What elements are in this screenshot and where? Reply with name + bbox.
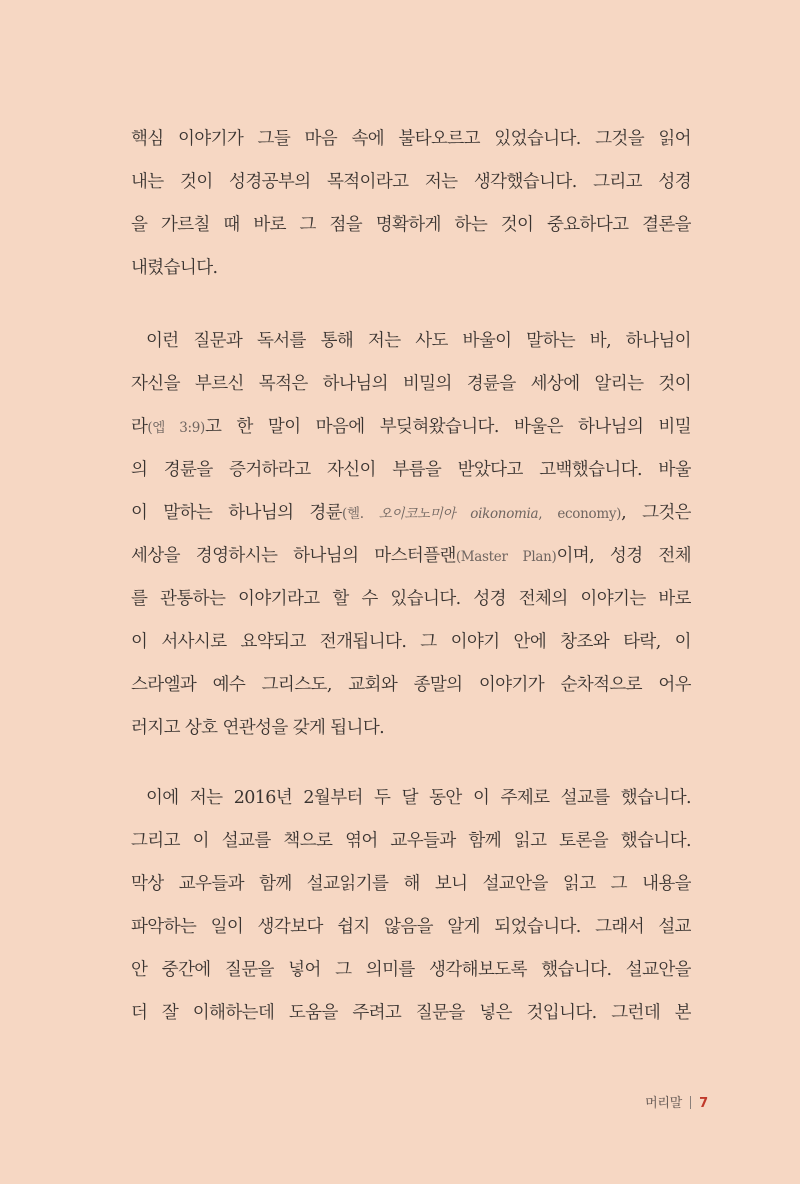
paragraph-3: [131, 777, 691, 1035]
text-line: 내렸습니다.: [131, 258, 218, 278]
text-line: 핵심 이야기가 그들 마음 속에 불타오르고 있었습니다. 그것을 읽어: [131, 129, 691, 149]
section-title: 머리말: [645, 1096, 683, 1111]
text-line: [131, 406, 691, 449]
text-span: 세상을 경영하시는 하나님의 마스터플랜: [131, 546, 456, 566]
body-text: [131, 118, 691, 1035]
text-line: 그리고 이 설교를 책으로 엮어 교우들과 함께 읽고 토론을 했습니다.: [131, 831, 691, 851]
text-line: 이 서사시로 요약되고 전개됩니다. 그 이야기 안에 창조와 타락, 이: [131, 632, 691, 652]
text-line: 더 잘 이해하는데 도움을 주려고 질문을 넣은 것입니다. 그런데 본: [131, 1003, 691, 1023]
greek-term-note: [342, 506, 621, 522]
text-line: 스라엘과 예수 그리스도, 교회와 종말의 이야기가 순차적으로 어우: [131, 675, 691, 695]
text-line: 를 관통하는 이야기라고 할 수 있습니다. 성경 전체의 이야기는 바로: [131, 589, 691, 609]
english-term-note: (Master Plan): [455, 549, 557, 565]
text-line: 이에 저는 2016년 2월부터 두 달 동안 이 주제로 설교를 했습니다.: [146, 788, 691, 808]
paragraph-2: [131, 320, 691, 750]
text-span: 이 말하는 하나님의 경륜: [131, 503, 343, 523]
text-line: 자신을 부르신 목적은 하나님의 비밀의 경륜을 세상에 알리는 것이: [131, 374, 691, 394]
text-span: , 그것은: [621, 503, 691, 523]
text-line: 내는 것이 성경공부의 목적이라고 저는 생각했습니다. 그리고 성경: [131, 172, 691, 192]
text-line: [131, 535, 691, 578]
note-suffix: , economy): [538, 506, 622, 522]
text-line: 이런 질문과 독서를 통해 저는 사도 바울이 말하는 바, 하나님이: [146, 331, 691, 351]
text-line: 막상 교우들과 함께 설교읽기를 해 보니 설교안을 읽고 그 내용을: [131, 874, 691, 894]
note-prefix: (헬.: [342, 506, 379, 522]
text-span: 라: [131, 417, 148, 437]
text-line: 을 가르칠 때 바로 그 점을 명확하게 하는 것이 중요하다고 결론을: [131, 215, 691, 235]
text-line: [131, 492, 691, 535]
text-span: 고 한 말이 마음에 부딪혀왔습니다. 바울은 하나님의 비밀: [205, 417, 691, 437]
page-footer: [645, 1092, 708, 1111]
text-line: 파악하는 일이 생각보다 쉽지 않음을 알게 되었습니다. 그래서 설교: [131, 917, 691, 937]
greek-term: 오이코노미아 oikonomia: [378, 506, 539, 522]
paragraph-1: [131, 118, 691, 290]
footer-divider: [690, 1096, 691, 1109]
text-line: 의 경륜을 증거하라고 자신이 부름을 받았다고 고백했습니다. 바울: [131, 460, 691, 480]
text-line: 안 중간에 질문을 넣어 그 의미를 생각해보도록 했습니다. 설교안을: [131, 960, 691, 980]
page-number: 7: [699, 1096, 708, 1111]
text-line: 러지고 상호 연관성을 갖게 됩니다.: [131, 718, 385, 738]
scripture-reference: (엡 3:9): [147, 420, 205, 436]
text-span: 이며, 성경 전체: [556, 546, 691, 566]
